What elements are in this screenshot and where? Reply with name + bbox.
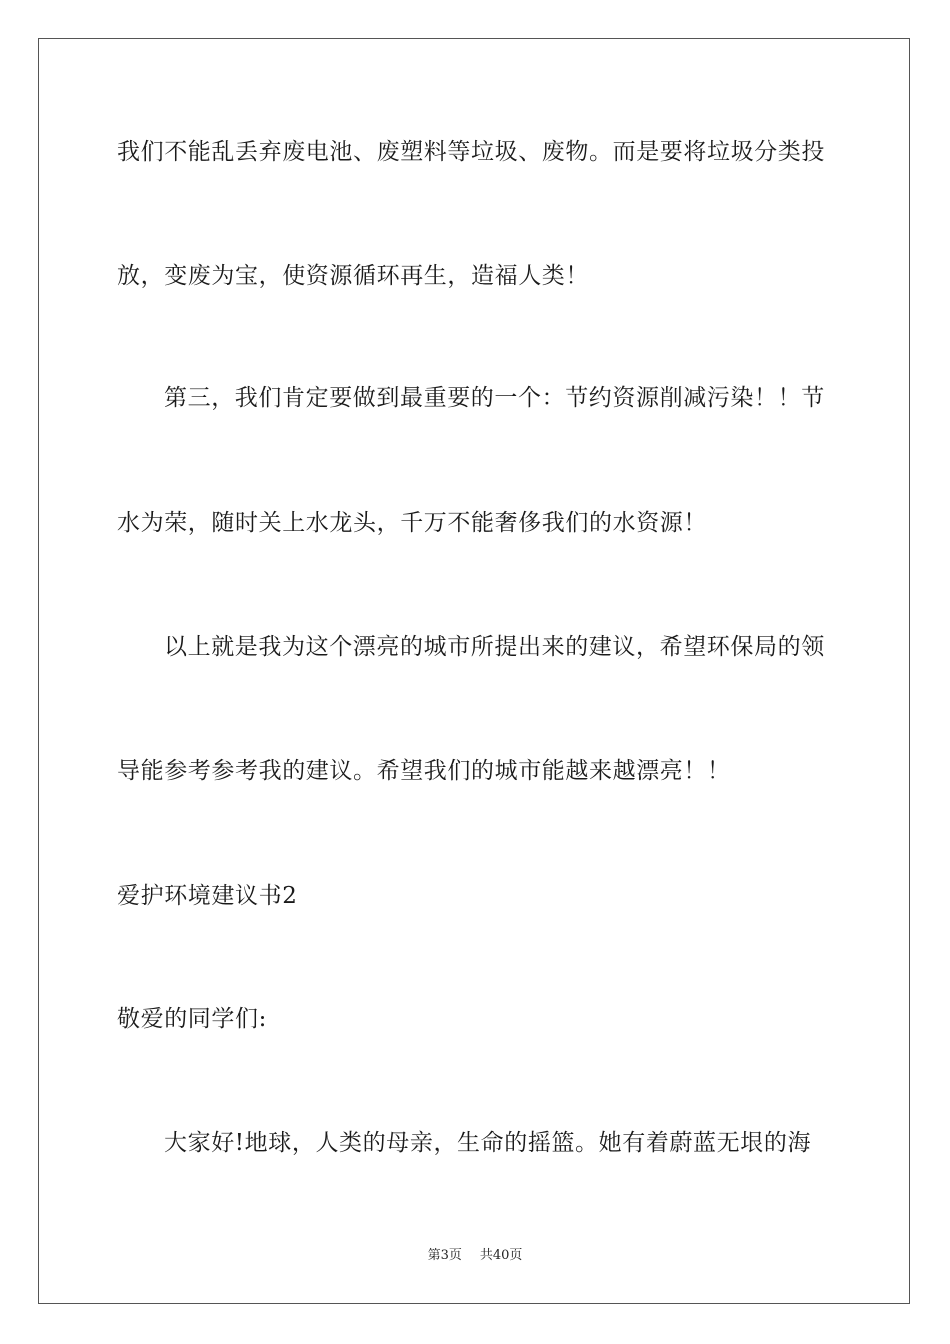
page-footer <box>0 1247 950 1265</box>
paragraph-line: 导能参考参考我的建议。希望我们的城市能越来越漂亮！！ <box>117 758 731 784</box>
paragraph-line: 大家好!地球，人类的母亲，生命的摇篮。她有着蔚蓝无垠的海 <box>164 1130 812 1156</box>
paragraph-line: 放，变废为宝，使资源循环再生，造福人类！ <box>117 263 589 289</box>
paragraph-line: 以上就是我为这个漂亮的城市所提出来的建议，希望环保局的领 <box>164 634 825 660</box>
page-number: 第3页 <box>427 1248 462 1263</box>
page-frame <box>38 38 910 1304</box>
paragraph-line: 水为荣，随时关上水龙头，千万不能奢侈我们的水资源！ <box>117 510 707 536</box>
section-heading: 爱护环境建议书2 <box>117 883 298 909</box>
salutation: 敬爱的同学们: <box>117 1006 267 1032</box>
paragraph-line: 第三，我们肯定要做到最重要的一个：节约资源削减污染！！节 <box>164 385 825 411</box>
paragraph-line: 我们不能乱丢弃废电池、废塑料等垃圾、废物。而是要将垃圾分类投 <box>117 139 825 165</box>
page-total: 共40页 <box>479 1248 523 1263</box>
